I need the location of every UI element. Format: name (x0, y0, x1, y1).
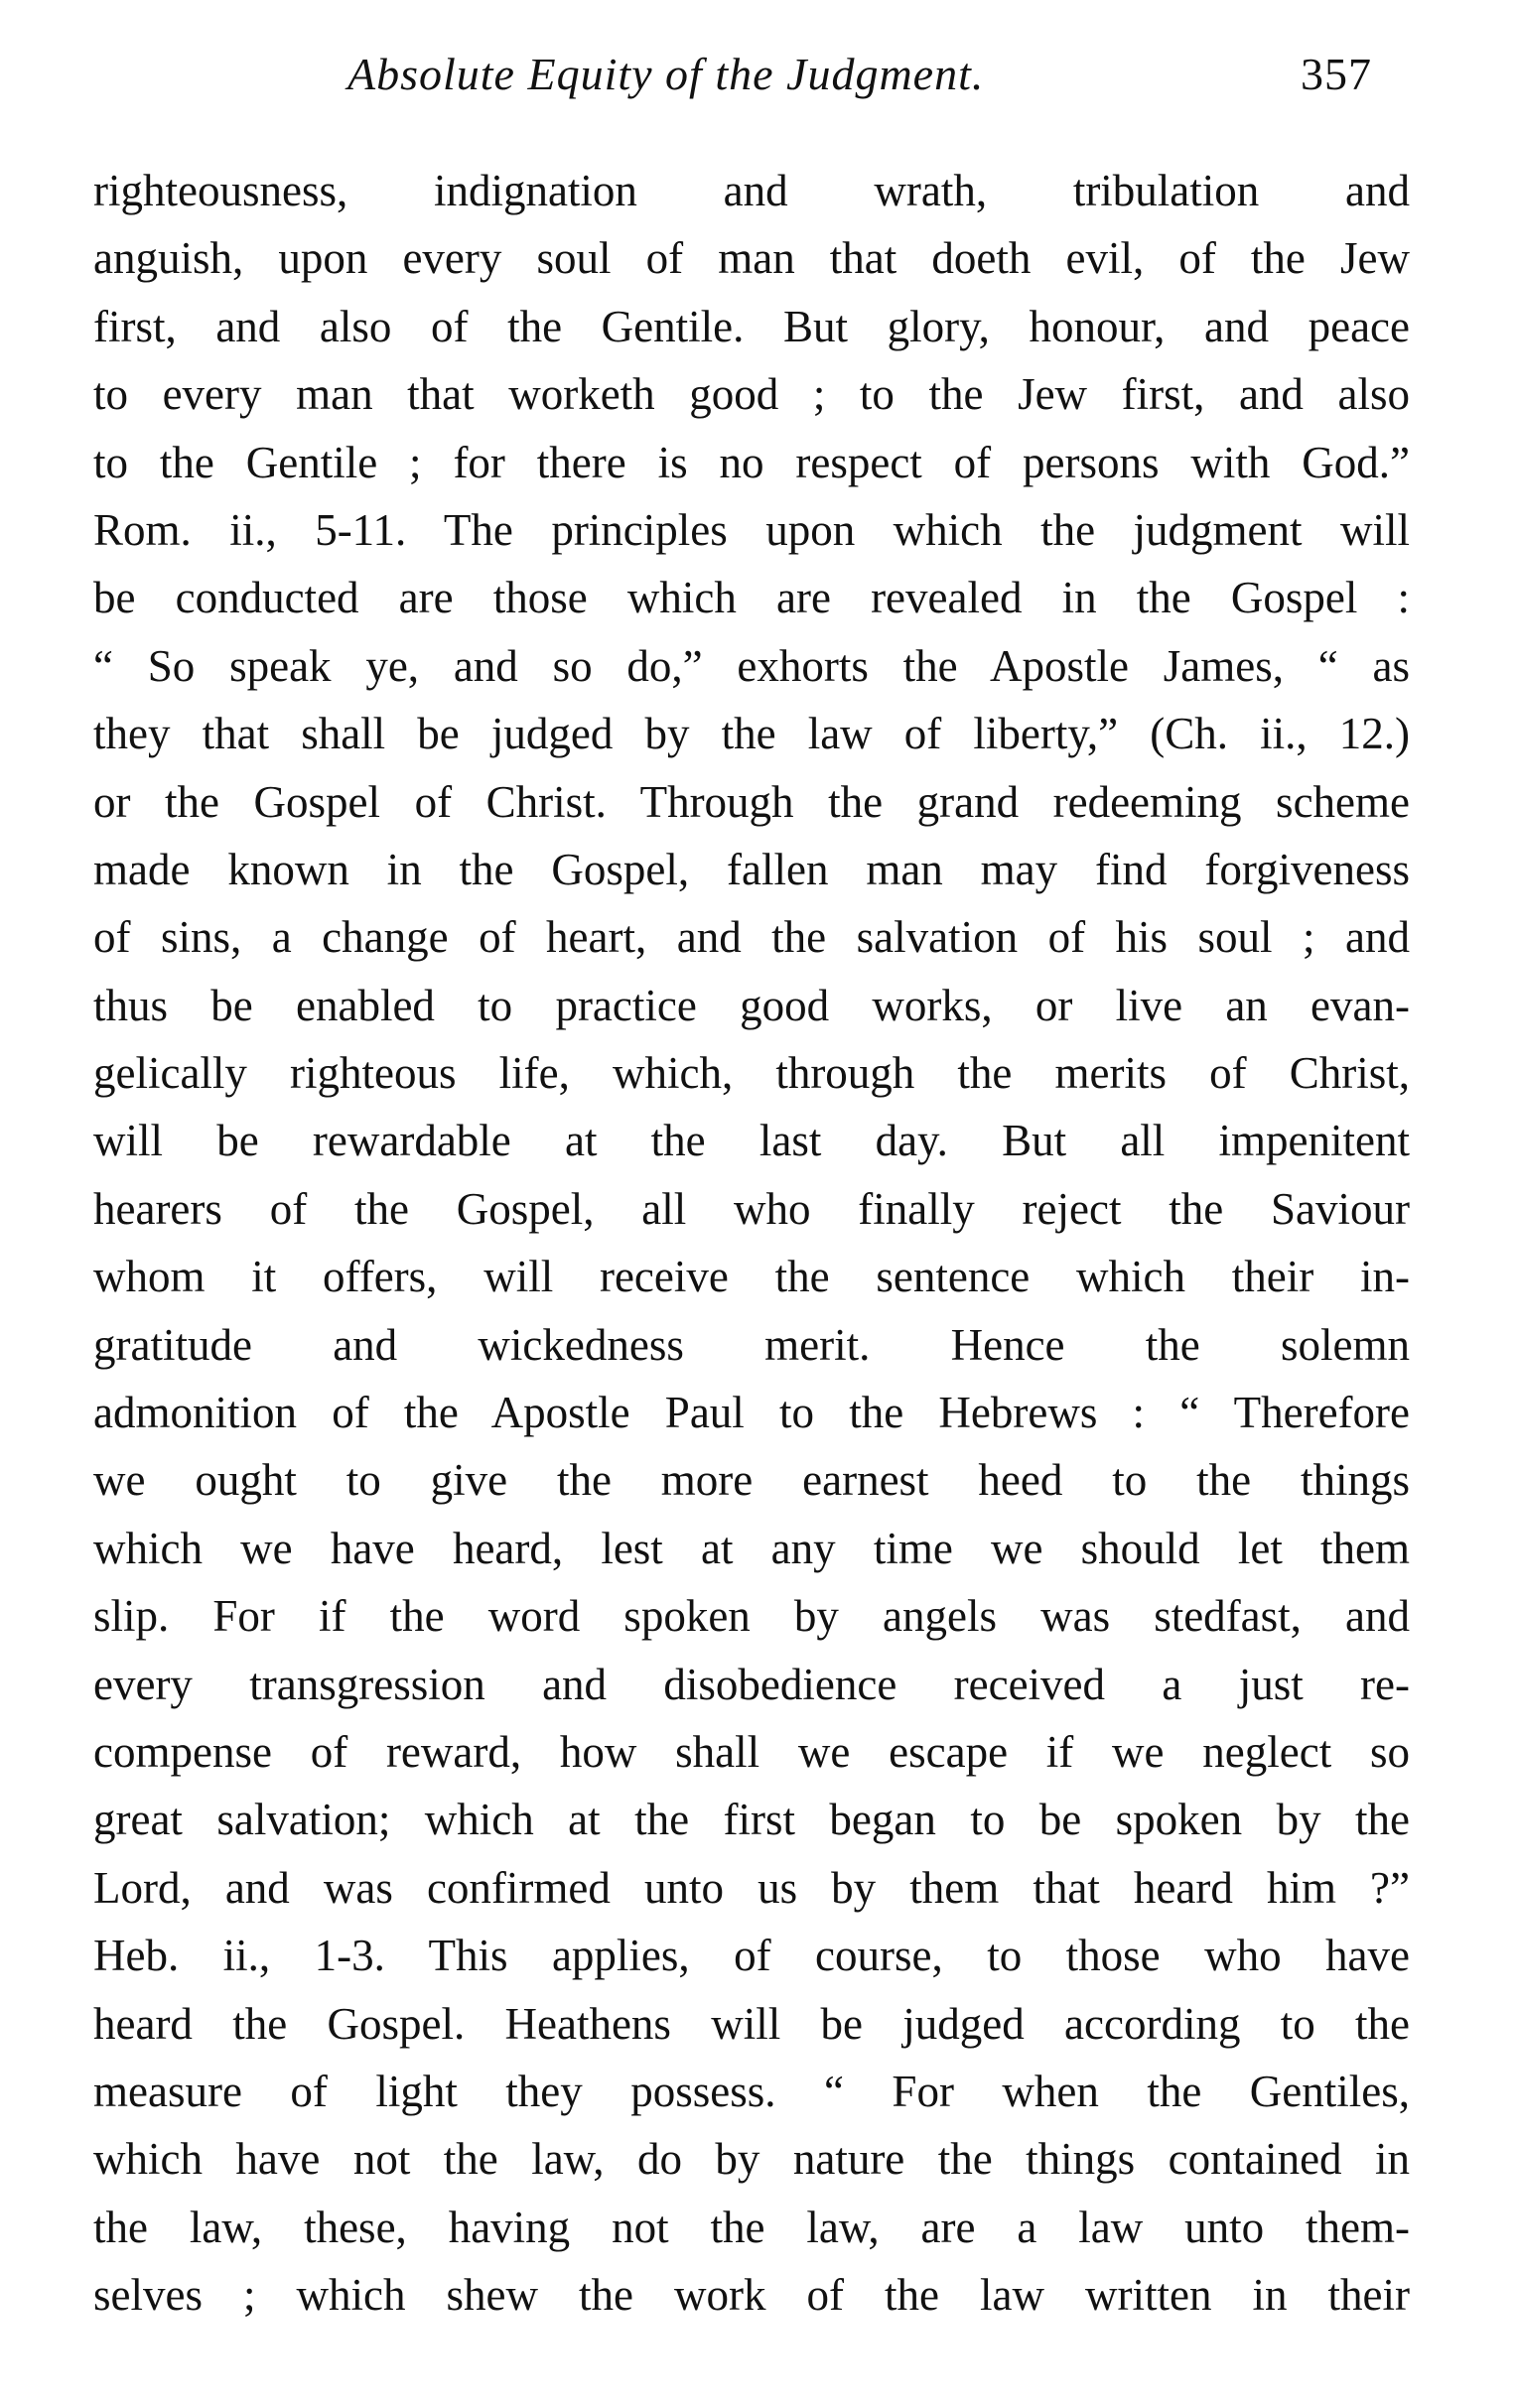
text-line-30: which have not the law, do by nature the things contained in (93, 2134, 1410, 2185)
text-line-25: great salvation; which at the first began to be spoken by the (93, 1795, 1410, 1845)
text-line-7: be conducted are those which are revealed in the Gospel : (93, 573, 1410, 623)
text-line-8: “ So speak ye, and so do,” exhorts the Apostle James, “ as (93, 640, 1410, 691)
text-line-10: or the Gospel of Christ. Through the grand redeeming scheme (93, 776, 1410, 827)
text-line-16: hearers of the Gospel, all who finally reject the Saviour (93, 1183, 1410, 1234)
text-line-12: of sins, a change of heart, and the salvation of his soul ; and (93, 912, 1410, 963)
text-line-32: selves ; which shew the work of the law written in their (93, 2270, 1410, 2321)
text-line-3: first, and also of the Gentile. But glory, honour, and peace (93, 301, 1410, 351)
text-line-11: made known in the Gospel, fallen man may find forgiveness (93, 844, 1410, 894)
text-line-18: gratitude and wickedness merit. Hence the solemn (93, 1319, 1410, 1370)
text-line-15: will be rewardable at the last day. But all impenitent (93, 1116, 1410, 1166)
text-line-2: anguish, upon every soul of man that doeth evil, of the Jew (93, 233, 1410, 284)
text-line-17: whom it offers, will receive the sentence which their in- (93, 1252, 1410, 1302)
body-text (93, 157, 1410, 2330)
text-line-24: compense of reward, how shall we escape if we neglect so (93, 1726, 1410, 1777)
text-line-28: heard the Gospel. Heathens will be judged according to the (93, 1998, 1410, 2049)
text-line-1: righteousness, indignation and wrath, tribulation and (93, 166, 1410, 215)
text-line-6: Rom. ii., 5-11. The principles upon which the judgment will (93, 504, 1410, 555)
text-line-9: they that shall be judged by the law of liberty,” (Ch. ii., 12.) (93, 709, 1410, 759)
text-line-27: Heb. ii., 1-3. This applies, of course, to those who have (93, 1931, 1410, 1981)
page-number: 357 (1301, 49, 1372, 99)
text-line-19: admonition of the Apostle Paul to the Hebrews : “ Therefore (93, 1388, 1410, 1438)
text-line-22: slip. For if the word spoken by angels was stedfast, and (93, 1591, 1410, 1642)
text-line-5: to the Gentile ; for there is no respect of persons with God.” (93, 437, 1410, 487)
text-line-29: measure of light they possess. “ For when the Gentiles, (93, 2066, 1410, 2116)
text-line-26: Lord, and was confirmed unto us by them that heard him ?” (93, 1862, 1410, 1913)
text-line-20: we ought to give the more earnest heed to the things (93, 1455, 1410, 1506)
text-line-23: every transgression and disobedience received a just re- (93, 1659, 1410, 1709)
running-title: Absolute Equity of the Judgment. (347, 49, 985, 99)
text-line-21: which we have heard, lest at any time we should let them (93, 1523, 1410, 1573)
text-line-13: thus be enabled to practice good works, or live an evan- (93, 980, 1410, 1030)
text-line-31: the law, these, having not the law, are a law unto them- (93, 2202, 1410, 2252)
running-head (0, 42, 1517, 111)
text-line-14: gelically righteous life, which, through the merits of Christ, (93, 1048, 1410, 1099)
text-line-4: to every man that worketh good ; to the Jew first, and also (93, 369, 1410, 420)
